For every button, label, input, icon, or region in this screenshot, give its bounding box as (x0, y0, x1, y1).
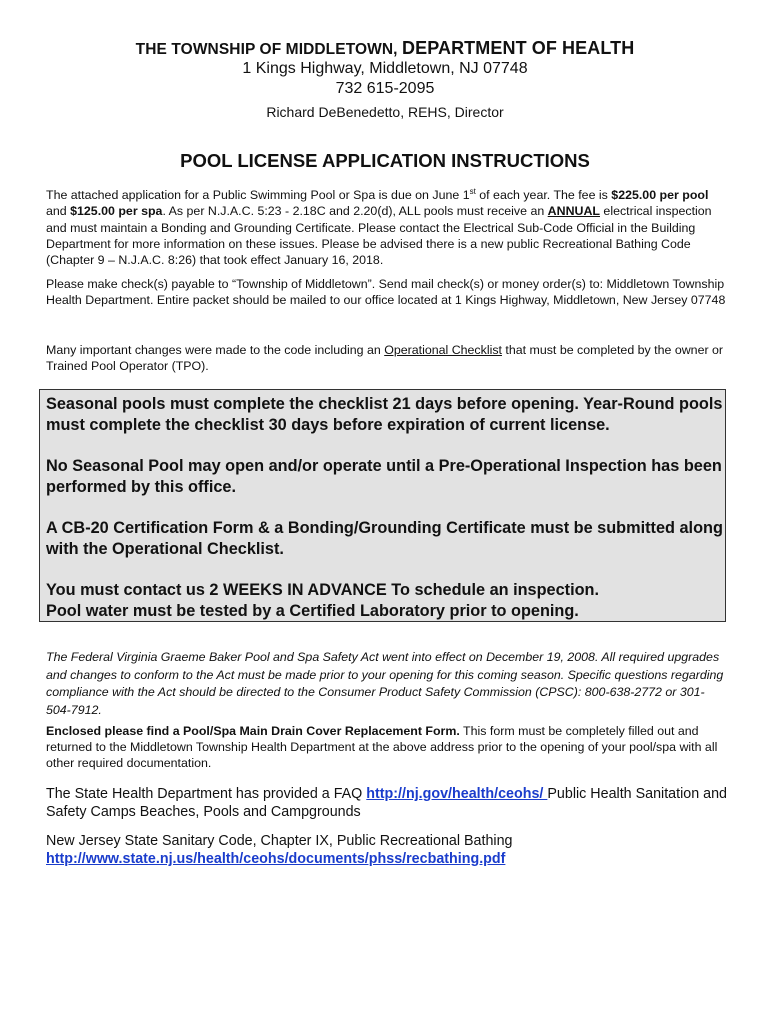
drain-cover-text: This form must be completely filled out and returned to the Middletown Township Health Department at the above address prior to the opening of your pool/spa with all other required documentation. (46, 724, 718, 771)
drain-cover-bold: Enclosed please find a Pool/Spa Main Drain Cover Replacement Form. (46, 724, 460, 738)
spa-fee: $125.00 per spa (70, 204, 163, 219)
intro-text-2: of each year. The fee is (475, 188, 612, 203)
sanitary-code-paragraph (46, 832, 728, 868)
annual-emphasis: ANNUAL (547, 204, 600, 219)
operational-checklist-link[interactable]: Operational Checklist (384, 343, 502, 357)
intro-paragraph (46, 184, 728, 268)
faq-text-1: The State Health Department has provided a FAQ (46, 786, 367, 802)
intro-text-5: electrical inspection and must maintain a Bonding and Grounding Certificate. Please contact the Electrical Sub-Code Official in the Building Department for more information on these issues. Please be advised there is a new public Recreational Bathing Code (Chapter 9 – N.J.A.C. 8:26) that took effect January 16, 2018. (46, 204, 712, 267)
faq-text-2: Public Health Sanitation and Safety Camps Beaches, Pools and Campgrounds (46, 786, 728, 820)
notice-contact (46, 580, 725, 622)
vgb-act-paragraph: The Federal Virginia Graeme Baker Pool and Spa Safety Act went into effect on December 19, 2008. All required upgrades and changes to conform to the Act must be made prior to your opening for this coming season. Specific questions regarding compliance with the Act should be directed to the Consumer Product Safety Commission (CPSC): 800-638-2772 or 301-504-7912. (46, 650, 724, 717)
intro-text-1: The attached application for a Public Swimming Pool or Spa is due on June 1 (46, 188, 470, 203)
checklist-text-1: Many important changes were made to the code including an (46, 343, 385, 357)
notice-pre-operational: No Seasonal Pool may open and/or operate until a Pre-Operational Inspection has been performed by this office. (46, 457, 722, 496)
header-phone: 732 615-2095 (335, 80, 435, 97)
header-department: DEPARTMENT OF HEALTH (402, 38, 635, 58)
checklist-paragraph (46, 342, 728, 374)
recbathing-link[interactable]: http://www.state.nj.us/health/ceohs/documents/phss/recbathing.pdf (46, 851, 506, 867)
intro-text-4: . As per N.J.A.C. 5:23 - 2.18C and 2.20(d), ALL pools must receive an (162, 204, 548, 219)
notice-certification: A CB-20 Certification Form & a Bonding/Grounding Certificate must be submitted along with the Operational Checklist. (46, 519, 723, 558)
letterhead (0, 38, 770, 122)
intro-text-3: and (46, 204, 71, 219)
header-title (0, 38, 770, 59)
sanitary-code-text: New Jersey State Sanitary Code, Chapter IX, Public Recreational Bathing (46, 833, 513, 849)
payment-paragraph: Please make check(s) payable to “Township of Middletown”. Send mail check(s) or money order(s) to: Middletown Township Health Department. Entire packet should be mailed to our office located at 1 Kings Highway, Middletown, New Jersey 07748 (46, 277, 726, 308)
notice-contact-line2: Pool water must be tested by a Certified Laboratory prior to opening. (46, 602, 579, 620)
header-director: Richard DeBenedetto, REHS, Director (266, 104, 504, 120)
header-township: THE TOWNSHIP OF MIDDLETOWN, (135, 41, 398, 58)
header-address: 1 Kings Highway, Middletown, NJ 07748 (242, 60, 528, 77)
notice-checklist-deadlines: Seasonal pools must complete the checklist 21 days before opening. Year-Round pools must complete the checklist 30 days before expiration of current license. (46, 395, 723, 434)
important-notice-box (39, 389, 726, 622)
faq-paragraph (46, 785, 728, 821)
pool-fee: $225.00 per pool (611, 188, 709, 203)
notice-contact-line1: You must contact us 2 WEEKS IN ADVANCE To schedule an inspection. (46, 581, 600, 599)
checklist-text-2: that must be completed by the owner or Trained Pool Operator (TPO). (46, 343, 724, 374)
faq-link[interactable]: http://nj.gov/health/ceohs/ (366, 786, 548, 802)
drain-cover-paragraph (46, 723, 728, 772)
intro-superscript: st (469, 187, 476, 196)
page-title: POOL LICENSE APPLICATION INSTRUCTIONS (180, 150, 590, 171)
